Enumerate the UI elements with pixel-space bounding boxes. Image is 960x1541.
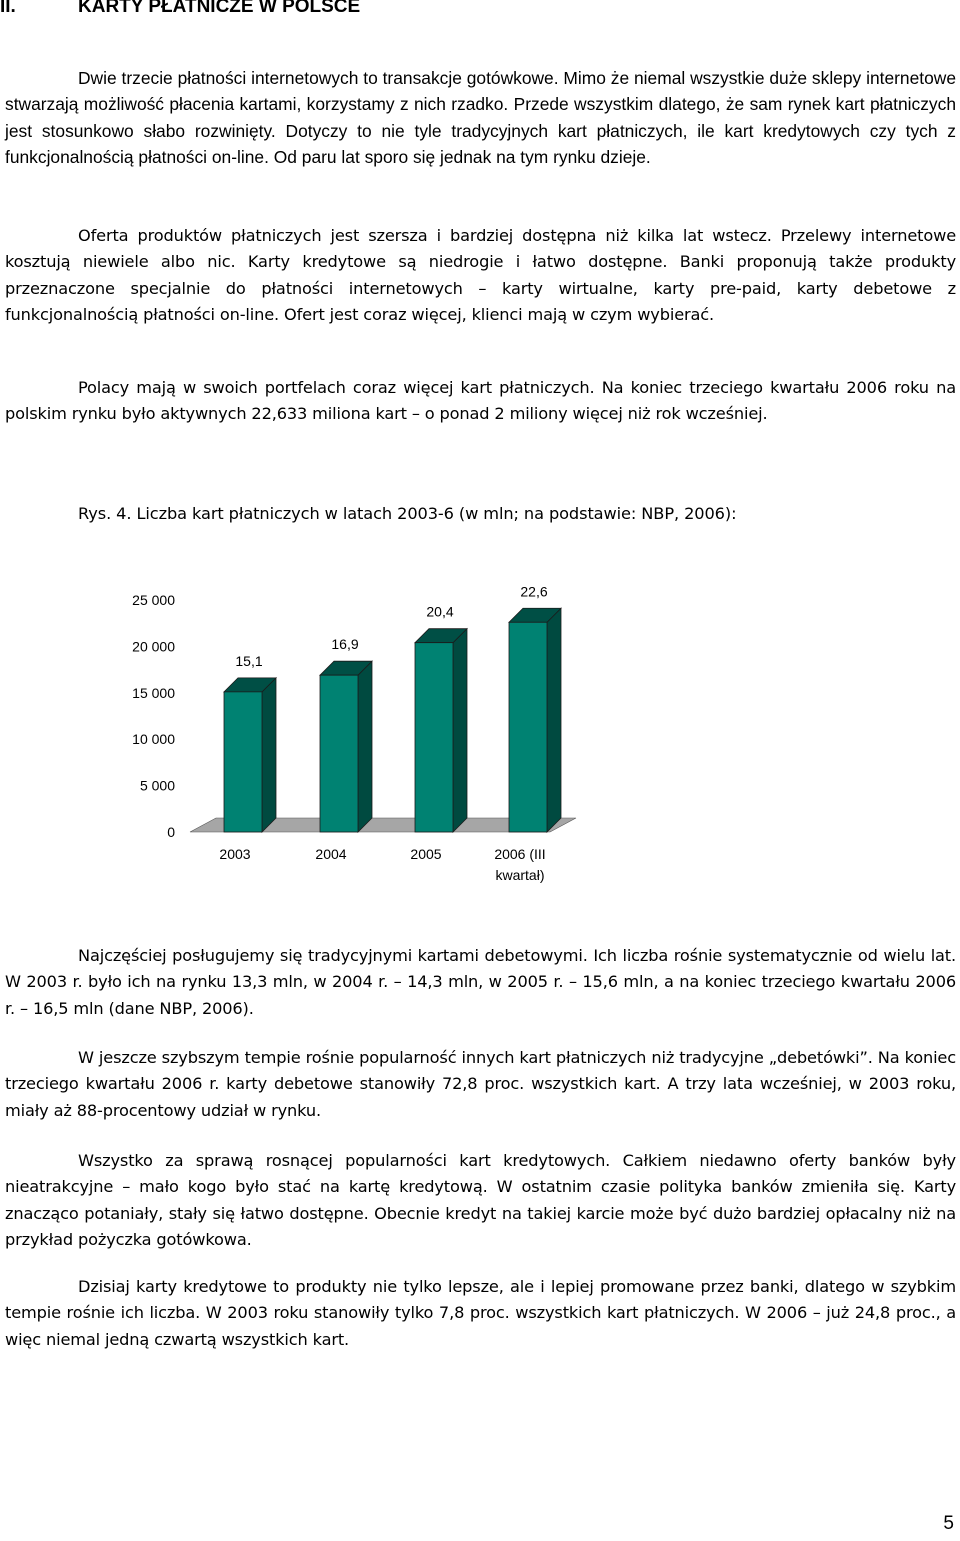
page-number: 5	[943, 1513, 954, 1534]
figure-caption: Rys. 4. Liczba kart płatniczych w latach 2003-6 (w mln; na podstawie: NBP, 2006):	[78, 504, 737, 523]
paragraph-text: Oferta produktów płatniczych jest szersza i bardziej dostępna niż kilka lat wstecz. Przelewy internetowe kosztują niewiele albo nic. Karty kredytowe są niedrogie i łatwo dostępne. Banki proponują także produkty przeznaczone specjalnie do płatności internetowych – karty wirtualne, karty pre-paid, karty debetowe z funkcjonalnością płatności on-line. Ofert jest coraz więcej, klienci mają w czym wybierać.	[5, 226, 956, 324]
paragraph-text: W jeszcze szybszym tempie rośnie popularność innych kart płatniczych niż tradycyjne „debetówki”. Na koniec trzeciego kwartału 2006 r. karty debetowe stanowiły 72,8 proc. wszystkich kart. A trzy lata wcześniej, w 2003 roku, miały aż 88-procentowy udział w rynku.	[5, 1048, 956, 1120]
y-tick-label: 0	[167, 824, 175, 840]
x-tick-label: 2003	[219, 846, 251, 862]
paragraph-text: Wszystko za sprawą rosnącej popularności kart kredytowych. Całkiem niedawno oferty banków były nieatrakcyjne – mało kogo było stać na kartę kredytową. W ostatnim czasie polityka banków zmieniła się. Karty znacząco potaniały, stały się łatwo dostępne. Obecnie kredyt na takiej karcie może być dużo bardziej opłacalny niż na przykład pożyczka gotówkowa.	[5, 1151, 956, 1249]
paragraph-1	[5, 65, 956, 170]
y-tick-label: 5 000	[139, 777, 175, 794]
bar-side	[358, 661, 372, 832]
bar-chart	[95, 570, 595, 900]
paragraph-2	[5, 223, 956, 328]
paragraph-text: Polacy mają w swoich portfelach coraz więcej kart płatniczych. Na koniec trzeciego kwartału 2006 roku na polskim rynku było aktywnych 22,633 miliona kart – o ponad 2 miliony więcej niż rok wcześniej.	[5, 378, 956, 424]
section-heading	[0, 0, 360, 18]
y-axis-ticks	[132, 592, 175, 840]
section-number: II.	[0, 0, 16, 17]
paragraph-text: Najczęściej posługujemy się tradycyjnymi kartami debetowymi. Ich liczba rośnie systematycznie od wielu lat. W 2003 r. było ich na rynku 13,3 mln, w 2004 r. – 14,3 mln, w 2005 r. – 15,6 mln, a na koniec trzeciego kwartału 2006 r. – 16,5 mln (dane NBP, 2006).	[5, 946, 956, 1018]
paragraph-5	[5, 1045, 956, 1124]
x-axis-labels	[219, 846, 545, 883]
bar-side	[453, 629, 467, 832]
paragraph-3	[5, 375, 956, 428]
data-labels	[235, 583, 547, 669]
x-tick-label: 2005	[410, 846, 442, 862]
data-label: 20,4	[426, 603, 454, 620]
paragraph-text: Dzisiaj karty kredytowe to produkty nie tylko lepsze, ale i lepiej promowane przez banki, dlatego w szybkim tempie rośnie ich liczba. W 2003 roku stanowiły tylko 7,8 proc. wszystkich kart płatniczych. W 2006 – już 24,8 proc., a więc niemal jedną czwartą wszystkich kart.	[5, 1277, 956, 1349]
paragraph-6	[5, 1148, 956, 1253]
paragraph-4	[5, 943, 956, 1022]
paragraph-text: Dwie trzecie płatności internetowych to transakcje gotówkowe. Mimo że niemal wszystkie duże sklepy internetowe stwarzają możliwość płacenia kartami, korzystamy z nich rzadko. Przede wszystkim dlatego, że sam rynek kart płatniczych jest stosunkowo słabo rozwinięty. Dotyczy to nie tyle tradycyjnych kart płatniczych, ile kart kredytowych czy tych z funkcjonalnością płatności on-line. Od paru lat sporo się jednak na tym rynku dzieje.	[5, 68, 956, 167]
data-label: 15,1	[235, 652, 263, 669]
bar	[320, 675, 358, 832]
y-tick-label: 25 000	[132, 592, 175, 608]
bar-side	[262, 678, 276, 832]
x-tick-label: 2006 (III kwartał)	[494, 846, 546, 883]
y-tick-label: 15 000	[132, 684, 175, 701]
bar	[415, 643, 453, 832]
bar-side	[547, 608, 561, 832]
section-title: KARTY PŁATNICZE W POLSCE	[78, 0, 361, 17]
chart-bars	[224, 608, 561, 832]
data-label: 22,6	[520, 583, 548, 600]
y-tick-label: 20 000	[132, 638, 175, 655]
y-tick-label: 10 000	[132, 731, 175, 748]
bar	[509, 622, 547, 832]
paragraph-7	[5, 1274, 956, 1353]
bar	[224, 692, 262, 832]
data-label: 16,9	[331, 636, 359, 653]
x-tick-label: 2004	[315, 846, 347, 862]
